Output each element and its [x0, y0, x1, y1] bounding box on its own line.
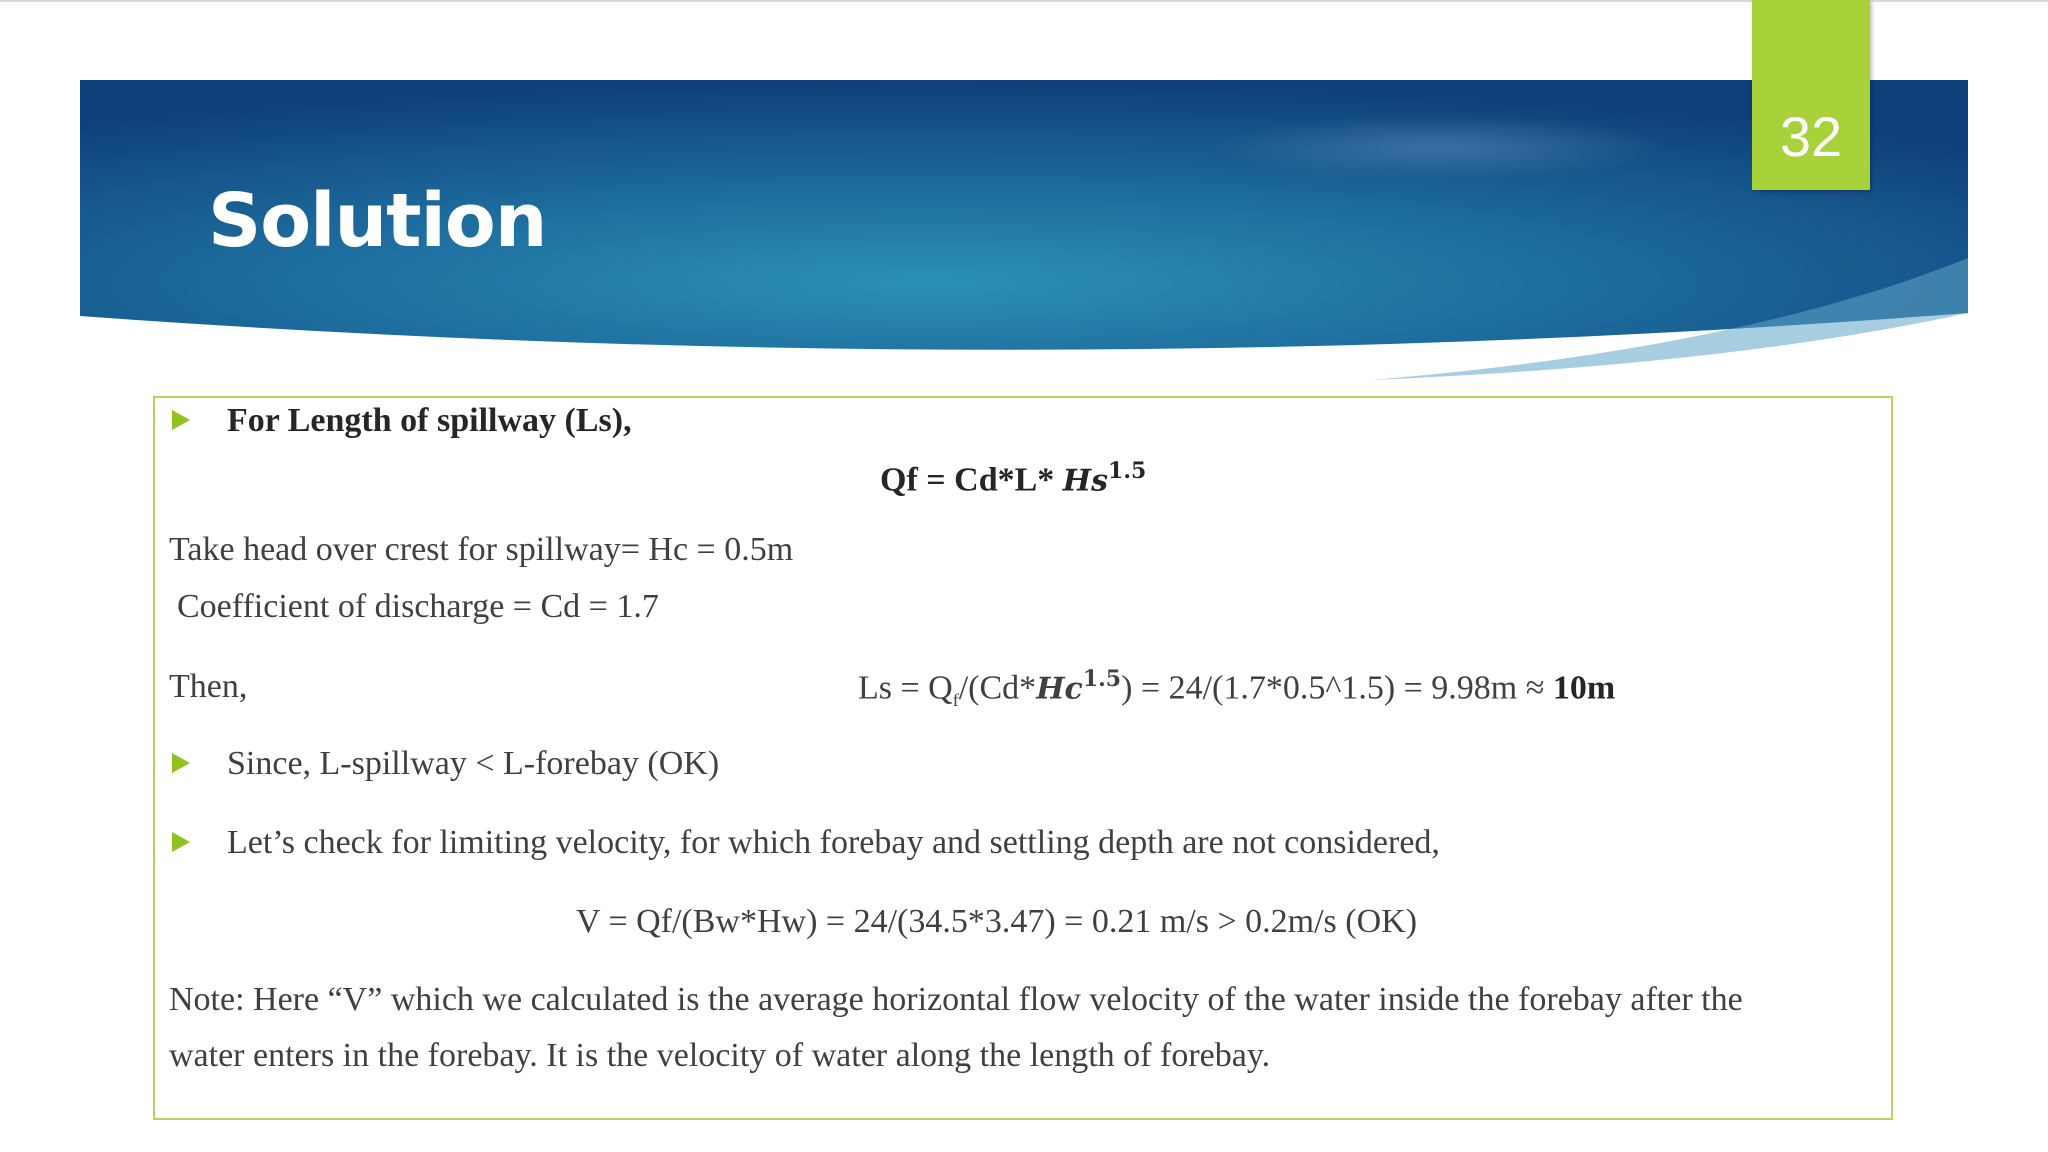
length-formula	[858, 668, 1615, 709]
page-number-tab	[1752, 0, 1870, 190]
then-text: Then,	[169, 668, 248, 705]
spillway-check-text: Since, L-spillway < L-forebay (OK)	[227, 745, 720, 782]
spillway-heading: For Length of spillway (Ls),	[227, 402, 632, 439]
formula2-part-a: Ls = Q	[858, 669, 953, 707]
bullet-arrow-icon	[172, 832, 190, 852]
page-number: 32	[1779, 105, 1843, 168]
head-over-crest-text: Take head over crest for spillway= Hc = 0.5m	[169, 531, 794, 568]
velocity-check-text: Let’s check for limiting velocity, for which forebay and settling depth are not considered,	[227, 824, 1440, 861]
discharge-coefficient-text: Coefficient of discharge = Cd = 1.7	[177, 588, 659, 625]
formula1-var: Hs	[1062, 463, 1109, 499]
formula2-sub: f	[952, 690, 959, 711]
note-line-2: water enters in the forebay. It is the velocity of water along the length of forebay.	[169, 1037, 1271, 1074]
note-line-1: Note: Here “V” which we calculated is the average horizontal flow velocity of the water inside the forebay after the	[169, 981, 1743, 1018]
formula2-part-c: ) = 24/(1.7*0.5^1.5) = 9.98m ≈	[1121, 669, 1553, 707]
top-rule	[0, 0, 2048, 2]
spillway-formula	[880, 460, 1146, 497]
formula1-exp: 1.5	[1108, 458, 1147, 484]
bullet-arrow-icon	[172, 753, 190, 773]
bullet-arrow-icon	[172, 410, 190, 430]
formula2-exp: 1.5	[1082, 666, 1122, 692]
slide-title: Solution	[208, 178, 547, 264]
formula2-var: Hc	[1036, 671, 1083, 707]
formula2-result: 10m	[1552, 669, 1616, 707]
formula1-lhs: Qf = Cd*L*	[880, 461, 1063, 499]
formula2-part-b: /(Cd*	[958, 669, 1037, 707]
velocity-formula: V = Qf/(Bw*Hw) = 24/(34.5*3.47) = 0.21 m/s > 0.2m/s (OK)	[576, 903, 1418, 940]
